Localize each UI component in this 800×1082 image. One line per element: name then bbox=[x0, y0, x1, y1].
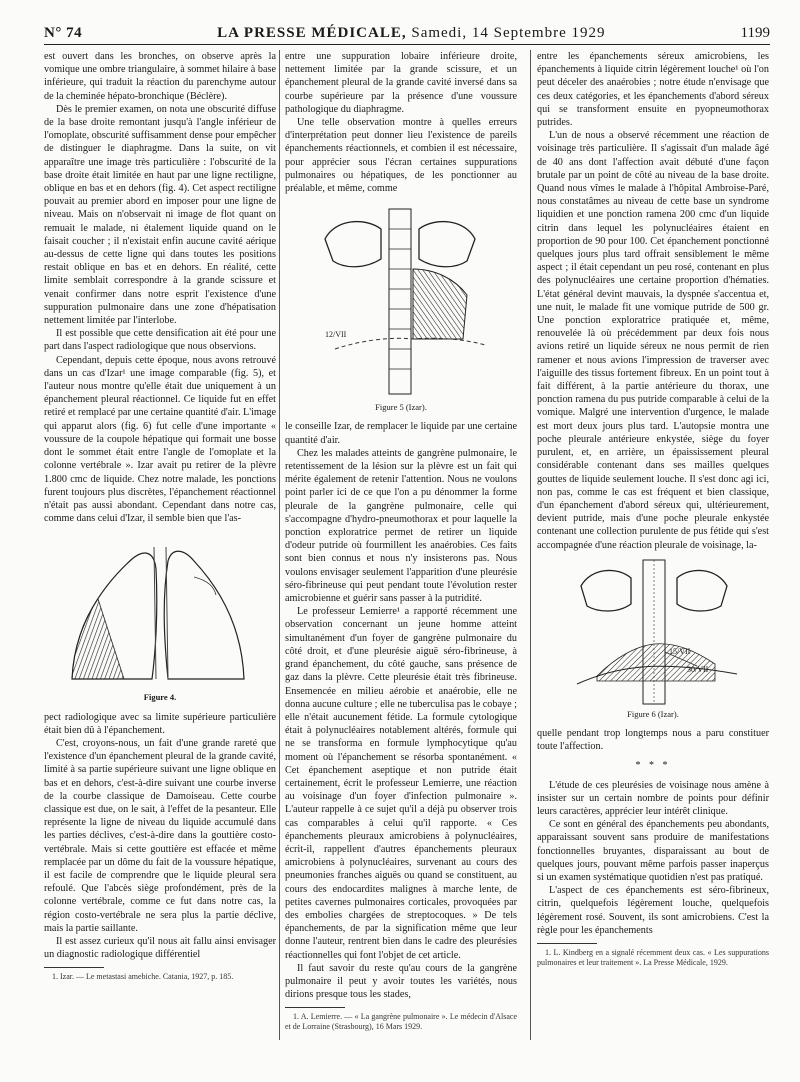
figure-5-caption: Figure 5 (Izar). bbox=[375, 402, 427, 413]
paragraph: C'est, croyons-nous, un fait d'une grande rareté que l'existence d'un épanchement pleural de la grande cavité, limité à sa partie supérieure suivant une ligne oblique en bas et en dehors, c'est-à-dire suivant une courbe inverse de la courbe classique de Damoiseau. Cette courbe classique est due, on le sait, à l'effet de la pesanteur. Elle représente la ligne de niveau du liquide accumulé dans les parties déclives, c'est-à-dire dans la gouttière costo-vertébrale. Mais si cette gouttière est effacée et même remplacée par un dôme du fait de la voussure hépatique, il est facile de comprendre que le liquide pleural sera refoulé. Que l'abcès siège profondément, près de la colonne vertébrale, comme ce fut dans notre cas, la région costo-vertébrale ne sera plus la partie déclive, mais la partie saillante. bbox=[44, 737, 276, 934]
left-scapula bbox=[677, 570, 727, 611]
paragraph: Ce sont en général des épanchements peu abondants, apparaissant souvent sans produire de manifestations fonctionnelles bruyantes, disparaissant au bout de quelques jours, pouvant même parfois passer inaperçus si un examen systématique quotidien n'est pas pratiqué. bbox=[537, 819, 769, 883]
footnote: 1. A. Lemierre. — « La gangrène pulmonaire ». Le médecin d'Alsace et de Lorraine (Strasbourg), 16 Mars 1929. bbox=[285, 1012, 517, 1032]
column-1 bbox=[44, 50, 276, 982]
dome-dashed bbox=[335, 338, 485, 349]
figure-5-label: 12/VII bbox=[325, 330, 347, 340]
paragraph: le conseille Izar, de remplacer le liquide par une certaine quantité d'air. bbox=[285, 421, 517, 446]
page-number: 1199 bbox=[740, 24, 770, 41]
paragraph: pect radiologique avec sa limite supérieure particulière était bien dû à l'épanchement. bbox=[44, 711, 276, 736]
right-scapula bbox=[325, 222, 381, 267]
paragraph: L'étude de ces pleurésies de voisinage nous amène à insister sur un certain nombre de points pour définir leurs caractères, apprécier leur intérêt clinique. bbox=[537, 779, 769, 817]
paragraph: Chez les malades atteints de gangrène pulmonaire, le retentissement de la lésion sur la plèvre est un fait qui mérite également de retenir l'attention. Nous ne voulons point parler ici de ce que l'on a pu dénommer la forme pleurale de la gangrène pulmonaire, celle qui s'accompagne d'hydro-pneumothorax et pour laquelle la ponction exploratrice permet de retirer un liquide d'odeur putride où fourmillent les anaérobies. Ces faits sont bien connus et nous n'y insisterons pas. Nous voulons envisager seulement l'apparition d'une pleurésie séro-fibrineuse qui peut pendant toute l'évolution rester amicrobienne et guérir sans passer à la putridité. bbox=[285, 447, 517, 605]
issue-number: N° 74 bbox=[44, 24, 83, 41]
paragraph: L'un de nous a observé récemment une réaction de voisinage très particulière. Il s'agissait d'un malade âgé de 40 ans dont l'affection avait débuté d'une façon brutale par un point de côté au niveau de la base droite. Quand nous vîmes le malade à l'hôpital Ambroise-Paré, nous constatâmes au niveau de cette base un syndrome liquidien et une ponction ramena 200 cmc d'un liquide citrin dans lequel les polynucléaires étaient en proportion de 90 pour 100. Cet épanchement ponctionné quelques jours plus tard offrait sensiblement le même aspect ; il était cependant un peu rosé, contenant en plus des polynucléaires une certaine proportion d'hématies. L'état général devint mauvais, la dyspnée s'accentua et, une nuit, le malade fit une vomique putride de 500 gr. Une ponction exploratrice pratiquée et, même, renouvelée là où précédemment par deux fois nous avions retiré un liquide séreux ne nous permit de rien ramener et nous avions l'impression de traverser avec l'aiguille des tissus fortement fibreux. En un point tout à fait différent, à la partie antérieure du thorax, une ponction ramena du pus putride comparable à celui de la vomique. Malgré une intervention d'urgence, le malade est mort deux jours plus tard. L'autopsie montra une poche pleurale antérieure enkystée, siège du foyer purulent, et, en arrière, un épaississement pleural considérable contenant dans ses mailles quelques gouttes de liquide seulement louche. Il s'est donc agi ici, non pas, comme le cas est fréquent et bien classique, d'un épanchement d'abord séreux qui, ultérieurement, devient putride, mais d'une poche pleurale enkystée contenant une collection purulente de pus fétide qui s'est accompagnée d'une réaction pleurale de voisinage, la- bbox=[537, 130, 769, 551]
column-rule-1 bbox=[279, 50, 280, 1040]
spine bbox=[389, 209, 411, 394]
figure-4 bbox=[44, 529, 276, 704]
footnote-rule bbox=[537, 943, 597, 944]
paragraph: est ouvert dans les bronches, on observe après la vomique une ombre triangulaire, à sommet hilaire à base inférieure, qui traduit la réaction du parenchyme autour de la cheminée hépato-bronchique (Béclère). bbox=[44, 51, 276, 102]
figure-6-radiograph bbox=[537, 556, 769, 706]
paragraph: Cependant, depuis cette époque, nous avons retrouvé dans un cas d'Izar¹ une image comparable (fig. 5), et l'auteur nous montre qu'elle était due uniquement à un épanchement pleural réactionnel. Ce liquide fut en effet retiré et remplacé par une certaine quantité d'air. L'image qui apparut alors (fig. 6) fut celle d'une importante « voussure de la coupole hépatique qui formait une bosse dont le sommet était entre l'angle de l'omoplate et la colonne vertébrale ». Izar avait pu retirer de la plèvre 1.800 cmc de liquide. Chez notre malade, les ponctions furent toujours plus discrètes, l'épanchement réactionnel n'était pas aussi abondant. Cependant dans notre cas, comme dans celui d'Izar, il semble bien que l'as- bbox=[44, 354, 276, 525]
paragraph: L'aspect de ces épanchements est séro-fibrineux, citrin, quelquefois légèrement louche, quelquefois légèrement rosé. Souvent, ils sont amicrobiens. C'est la règle pour les épanchements bbox=[537, 885, 769, 936]
figure-6-label-1: 15/VII bbox=[669, 646, 691, 656]
figure-5-radiograph bbox=[285, 199, 517, 399]
page-header bbox=[44, 22, 770, 45]
paragraph: quelle pendant trop longtemps nous a paru constituer toute l'affection. bbox=[537, 727, 769, 753]
paragraph: Dès le premier examen, on nota une obscurité diffuse de la base droite remontant jusqu'à l'angle inférieur de l'omoplate, obscurité suffisamment dense pour empêcher de distinguer le diaphragme. Dans la suite, on vit apparaître une image très particulière : l'obscurité de la base droite était limitée en haut par une ligne rectiligne, oblique en bas et en dehors (fig. 4). Cet aspect rectiligne pouvait au premier abord en imposer pour une ligne de niveau. Mais on n'observait ni image de flot quant on remuait le malade, ni étalement liquide quand on le faisait coucher ; il n'existait enfin aucune cavité aérique au-dessus de cette ligne qui dans toutes les positions restait oblique en bas et en dehors. En réalité, cette limite semblait correspondre à la grande scissure et venait confirmer dans notre esprit l'existence d'une suppuration pulmonaire dans une zone d'hépatisation nettement limitée par l'interlobe. bbox=[44, 103, 276, 327]
journal-name: LA PRESSE MÉDICALE, bbox=[217, 24, 407, 41]
footnote-rule bbox=[285, 1007, 345, 1008]
paragraph: Une telle observation montre à quelles erreurs d'interprétation peut donner lieu l'existence de pareils épanchements réactionnels, et combien il est nécessaire, pour apprécier sous l'écran certaines suppurations pulmonaires ou hépatiques, de les ponctionner au préalable, et même, comme bbox=[285, 117, 517, 195]
footnote-rule bbox=[44, 967, 104, 968]
figure-4-radiograph bbox=[44, 529, 276, 689]
paragraph: entre une suppuration lobaire inférieure droite, nettement limitée par la grande scissure, et un épanchement pleural de la grande cavité inversé dans sa courbe supérieure par la présence d'une voussure pathologique du diaphragme. bbox=[285, 51, 517, 115]
paragraph: Il est possible que cette densification ait été pour une part dans l'aspect radiologique que nous observions. bbox=[44, 328, 276, 353]
left-scapula bbox=[419, 222, 475, 267]
left-lung-outline bbox=[164, 552, 244, 680]
figure-6-caption: Figure 6 (Izar). bbox=[627, 708, 679, 719]
hatched-dome bbox=[597, 643, 715, 680]
footnote: 1. Izar. — Le metastasi amebiche. Catania, 1927, p. 185. bbox=[52, 972, 234, 982]
journal-title bbox=[217, 25, 605, 42]
section-separator: * * * bbox=[635, 760, 671, 772]
footnote: 1. L. Kindberg en a signalé récemment deux cas. « Les suppurations pulmonaires et leur traitement ». La Presse Médicale, 1929. bbox=[537, 947, 769, 967]
figure-4-caption: Figure 4. bbox=[143, 692, 177, 703]
column-2 bbox=[285, 50, 517, 1032]
figure-5 bbox=[285, 199, 517, 414]
paragraph: Il faut savoir du reste qu'au cours de la gangrène pulmonaire il peut y avoir toutes les variétés, nous dirions presque tous les stades, bbox=[285, 962, 517, 1001]
column-3 bbox=[537, 50, 769, 968]
opacity-hatched bbox=[72, 599, 124, 679]
paragraph: Le professeur Lemierre¹ a rapporté récemment une observation concernant un jeune homme atteint simultanément d'un foyer de gangrène pulmonaire du côté droit, et d'une pleurésie aiguë séro-fibrineuse, à grand épanchement, du côté gauche, sans présence de gaz dans la plèvre. Cette pleurésie était très fibrineuse. Ensemencée en milieu aérobie et anaérobie, elle ne donna aucune culture ; elle ne tuberculisa pas le cobaye ; elle n'était aucunement fétide. La formule cytologique était à polynucléaires notablement altérés, formule qui ne se transforma en formule lymphocytique qu'au moment où l'épanchement se résorba spontanément. « Cet épanchement aseptique et non putride était certainement, écrit le professeur Lemierre, une réaction au voisinage d'un foyer d'infection pulmonaire ». L'auteur rappelle à ce sujet qu'il a déjà pu observer trois cas comparables à celui qu'il rapporte. « Ces épanchements pleuraux amicrobiens à polynucléaires, écrit-il, rappellent d'autres épanchements pleuraux amicrobiens à polynucléaires, survenant au cours des pneumonies franches aiguës ou quand se constituent, au cours des endocardites malignes à marche lente, de petites cavernes pulmonaires corticales, provoquées par des embolies chargées de streptocoques. » De tels épanchements, de par la signification même que leur donne l'auteur, rentrent bien dans le cadre des pleurésies réactionnelles qui font l'objet de cet article. bbox=[285, 606, 517, 961]
right-scapula bbox=[581, 570, 631, 611]
paragraph: Il est assez curieux qu'il nous ait fallu ainsi envisager un diagnostic radiologique différentiel bbox=[44, 935, 276, 961]
column-rule-2 bbox=[530, 50, 531, 1040]
effusion-hatched bbox=[413, 269, 467, 339]
figure-6-label-2: 30/VII bbox=[687, 664, 709, 674]
paragraph: entre les épanchements séreux amicrobiens, les épanchements à liquide citrin légèrement louche¹ où l'on peut déceler des anaérobies ; notre étude n'envisage que ces deux catégories, et les épanchements d'abord séreux qui se transforment ensuite en pyopneumothorax putrides. bbox=[537, 51, 769, 129]
figure-6 bbox=[537, 556, 769, 721]
issue-date: Samedi, 14 Septembre 1929 bbox=[411, 24, 606, 41]
